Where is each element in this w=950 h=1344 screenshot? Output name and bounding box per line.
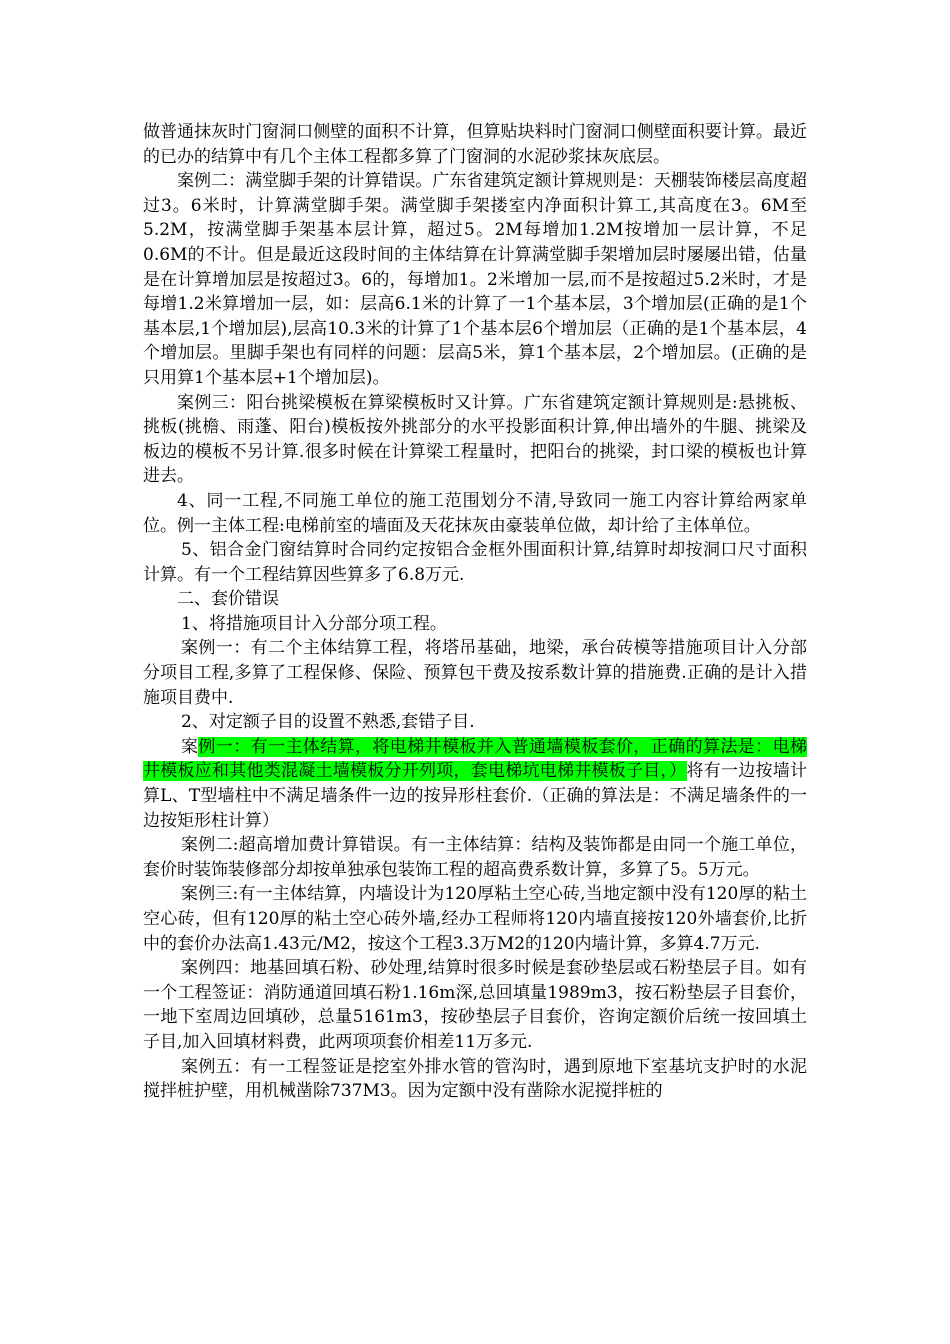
- paragraph-pricing-case-1: 案例一：有二个主体结算工程，将塔吊基础，地梁，承台砖模等措施项目计入分部分项目工程,多算了工程保修、保险、预算包干费及按系数计算的措施费.正确的是计入措施项目费中.: [143, 638, 807, 708]
- paragraph-case-2-scaffold: 案例二：满堂脚手架的计算错误。广东省建筑定额计算规则是：天棚装饰楼层高度超过3。6米时，计算满堂脚手架。满堂脚手架搂室内净面积计算工,其高度在3。6M至5.2M，按满堂脚手架基本层计算，超过5。2M每增加1.2M按增加一层计算，不足0.6M的不计。但是最近这段时间的主体结算在计算满堂脚手架增加层时屡屡出错，估量是在计算增加层是按超过3。6的，每增加1。2米增加一层,而不是按超过5.2米时，才是每增1.2米算增加一层，如：层高6.1米的计算了一1个基本层，3个增加层(正确的是1个基本层,1个增加层),层高10.3米的计算了1个基本层6个增加层（正确的是1个基本层，4个增加层。里脚手架也有同样的问题：层高5米，算1个基本层，2个增加层。(正确的是只用算1个基本层+1个增加层)。: [143, 171, 807, 388]
- paragraph-1: 做普通抹灰时门窗洞口侧壁的面积不计算，但算贴块料时门窗洞口侧壁面积要计算。最近的已办的结算中有几个主体工程都多算了门窗洞的水泥砂浆抹灰底层。: [143, 122, 807, 167]
- paragraph-pricing-item-1: 1、将措施项目计入分部分项工程。: [181, 613, 447, 634]
- paragraph-pricing-case-2: 案例二:超高增加费计算错误。有一主体结算：结构及装饰都是由同一个施工单位，套价时装饰装修部分却按单独承包装饰工程的超高费系数计算，多算了5。5万元。: [143, 835, 807, 880]
- highlighted-text: 例一：有一主体结算，将电梯井模板并入普通墙模板套价，正确的算法是：电梯井模板应和其他类混凝土墙模板分开列项，套电梯坑电梯井模板子目，）: [143, 736, 808, 782]
- paragraph-pricing-case-5: 案例五：有一工程签证是挖室外排水管的管沟时，遇到原地下室基坑支护时的水泥搅拌桩护壁，用机械凿除737M3。因为定额中没有凿除水泥搅拌桩的: [143, 1056, 807, 1102]
- paragraph-pricing-item-2: 2、对定额子目的设置不熟悉,套错子目.: [181, 712, 475, 733]
- case-prefix: 案: [181, 736, 199, 757]
- paragraph-item-4: 4、同一工程,不同施工单位的施工范围划分不清,导致同一施工内容计算给两家单位。例一主体工程:电梯前室的墙面及天花抹灰由豪装单位做，却计给了主体单位。: [143, 490, 807, 536]
- paragraph-item-5: 5、铝合金门窗结算时合同约定按铝合金框外围面积计算,结算时却按洞口尺寸面积计算。有一个工程结算因些算多了6.8万元.: [143, 540, 807, 585]
- section-heading-pricing-errors: 二、套价错误: [177, 589, 279, 610]
- paragraph-pricing-case-1-elevator: [143, 735, 807, 833]
- paragraph-pricing-case-3: 案例三:有一主体结算，内墙设计为120厚粘土空心砖,当地定额中没有120厚的粘土空心砖，但有120厚的粘土空心砖外墙,经办工程师将120内墙直接按120外墙套价,比折中的套价办法高1.43元/M2，按这个工程3.3万M2的120内墙计算，多算4.7万元.: [143, 884, 807, 954]
- document-body: [143, 120, 807, 1104]
- paragraph-case-3-balcony: 案例三：阳台挑梁模板在算梁模板时又计算。广东省建筑定额计算规则是:悬挑板、挑板(挑檐、雨蓬、阳台)模板按外挑部分的水平投影面积计算,伸出墙外的牛腿、挑梁及板边的模板不另计算.很多时候在计算梁工程量时，把阳台的挑梁，封口梁的模板也计算进去。: [143, 392, 807, 487]
- paragraph-pricing-case-4: 案例四：地基回填石粉、砂处理,结算时很多时候是套砂垫层或石粉垫层子目。如有一个工程签证：消防通道回填石粉1.16m深,总回填量1989m3，按石粉垫层子目套价，一地下室周边回填砂，总量5161m3，按砂垫层子目套价，咨询定额价后统一按回填土子目,加入回填材料费，此两项项套价相差11万多元.: [143, 958, 807, 1052]
- case-suffix: 将有一边按墙计算L、T型墙柱中不满足墙条件一边的按异形柱套价.（正确的算法是：不满足墙条件的一边按矩形柱计算）: [143, 761, 807, 831]
